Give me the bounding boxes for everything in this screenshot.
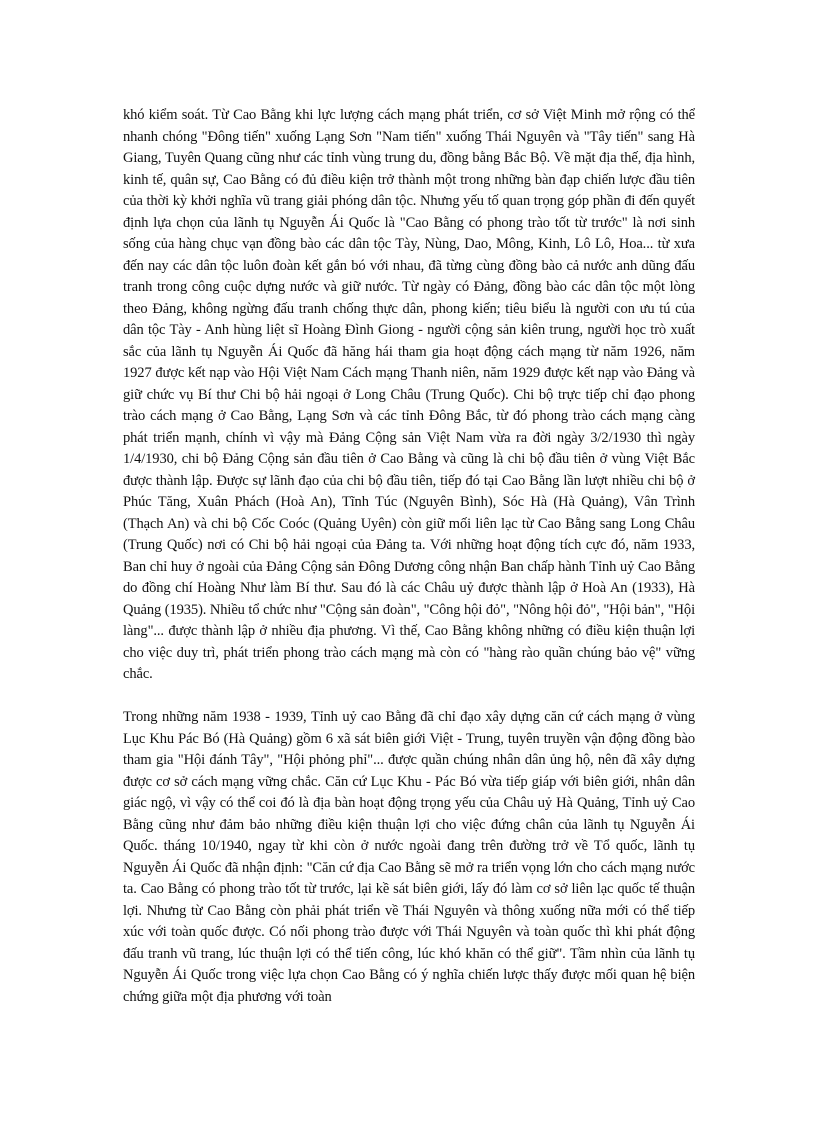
- paragraph-2: Trong những năm 1938 - 1939, Tỉnh uỷ cao Bằng đã chỉ đạo xây dựng căn cứ cách mạng ở vùng Lục Khu Pác Bó (Hà Quảng) gồm 6 xã sát biên giới Việt - Trung, tuyên truyền vận động đồng bào tham gia "Hội đánh Tây", "Hội phỏng phỉ"... được quần chúng nhân dân ủng hộ, nên đã xây dựng được cơ sở cách mạng vững chắc. Căn cứ Lục Khu - Pác Bó vừa tiếp giáp với biên giới, nhân dân giác ngộ, vì vậy có thể coi đó là địa bàn hoạt động trọng yếu của Châu uỷ Hà Quảng, Tỉnh uỷ Cao Bằng cũng như đảm bảo những điều kiện thuận lợi cho việc đứng chân của lãnh tụ Nguyễn Ái Quốc. tháng 10/1940, ngay từ khi còn ở nước ngoài đang trên đường trở về Tổ quốc, lãnh tụ Nguyễn Ái Quốc đã nhận định: "Căn cứ địa Cao Bằng sẽ mở ra triển vọng lớn cho cách mạng nước ta. Cao Bằng có phong trào tốt từ trước, lại kề sát biên giới, lấy đó làm cơ sở liên lạc quốc tế thuận lợi. Nhưng từ Cao Bằng còn phải phát triển về Thái Nguyên và thông xuống nữa mới có thể tiếp xúc với toàn quốc được. Có nối phong trào được với Thái Nguyên và toàn quốc thì khi phát động đấu tranh vũ trang, lúc thuận lợi có thể tiến công, lúc khó khăn có thể giữ". Tầm nhìn của lãnh tụ Nguyễn Ái Quốc trong việc lựa chọn Cao Bằng có ý nghĩa chiến lược thấy được mối quan hệ biện chứng giữa một địa phương với toàn: [123, 709, 695, 1005]
- paragraph-1: khó kiểm soát. Từ Cao Bằng khi lực lượng cách mạng phát triển, cơ sở Việt Minh mở rộng có thể nhanh chóng "Đông tiến" xuống Lạng Sơn "Nam tiến" xuống Thái Nguyên và "Tây tiến" sang Hà Giang, Tuyên Quang cũng như các tỉnh vùng trung du, đồng bằng Bắc Bộ. Về mặt địa thế, địa hình, kinh tế, quân sự, Cao Bằng có đủ điều kiện trở thành một trong những bàn đạp chiến lược đầu tiên của thời kỳ khởi nghĩa vũ trang giải phóng dân tộc. Nhưng yếu tố quan trọng góp phần đi đến quyết định lựa chọn của lãnh tụ Nguyễn Ái Quốc là "Cao Bằng có phong trào tốt từ trước" là nơi sinh sống của hàng chục vạn đồng bào các dân tộc Tày, Nùng, Dao, Mông, Kinh, Lô Lô, Hoa... từ xưa đến nay các dân tộc luôn đoàn kết gắn bó với nhau, đã từng cùng đồng bào cả nước anh dũng đấu tranh trong công cuộc dựng nước và giữ nước. Từ ngày có Đảng, đồng bào các dân tộc một lòng theo Đảng, không ngừng đấu tranh chống thực dân, phong kiến; tiêu biểu là người con ưu tú của dân tộc Tày - Anh hùng liệt sĩ Hoàng Đình Giong - người cộng sản kiên trung, người học trò xuất sắc của lãnh tụ Nguyễn Ái Quốc đã hăng hái tham gia hoạt động cách mạng từ năm 1926, năm 1927 được kết nạp vào Hội Việt Nam Cách mạng Thanh niên, năm 1929 được kết nạp vào Đảng và giữ chức vụ Bí thư Chi bộ hải ngoại ở Long Châu (Trung Quốc). Chi bộ trực tiếp chỉ đạo phong trào cách mạng ở Cao Bằng, Lạng Sơn và các tỉnh Đông Bắc, từ đó phong trào cách mạng càng phát triển mạnh, chính vì vậy mà Đảng Cộng sản Việt Nam vừa ra đời ngày 3/2/1930 thì ngày 1/4/1930, chi bộ Đảng Cộng sản đầu tiên ở Cao Bằng và cũng là chi bộ đầu tiên ở vùng Việt Bắc được thành lập. Được sự lãnh đạo của chi bộ đầu tiên, tiếp đó tại Cao Bằng lần lượt nhiều chi bộ ở Phúc Tăng, Xuân Phách (Hoà An), Tĩnh Túc (Nguyên Bình), Sóc Hà (Hà Quảng), Vân Trình (Thạch An) và chi bộ Cốc Coóc (Quảng Uyên) còn giữ mối liên lạc từ Cao Bằng sang Long Châu (Trung Quốc) nơi có Chi bộ hải ngoại của Đảng ta. Với những hoạt động tích cực đó, năm 1933, Ban chỉ huy ở ngoài của Đảng Cộng sản Đông Dương công nhận Ban chấp hành Tỉnh uỷ Cao Bằng do đồng chí Hoàng Như làm Bí thư. Sau đó là các Châu uỷ được thành lập ở Hoà An (1933), Hà Quảng (1935). Nhiều tổ chức như "Cộng sản đoàn", "Công hội đỏ", "Nông hội đỏ", "Hội bản", "Hội làng"... được thành lập ở nhiều địa phương. Vì thế, Cao Bằng không những có điều kiện thuận lợi cho việc duy trì, phát triển phong trào cách mạng mà còn có "hàng rào quần chúng bảo vệ" vững chắc.: [123, 107, 695, 682]
- document-page: [123, 105, 695, 1008]
